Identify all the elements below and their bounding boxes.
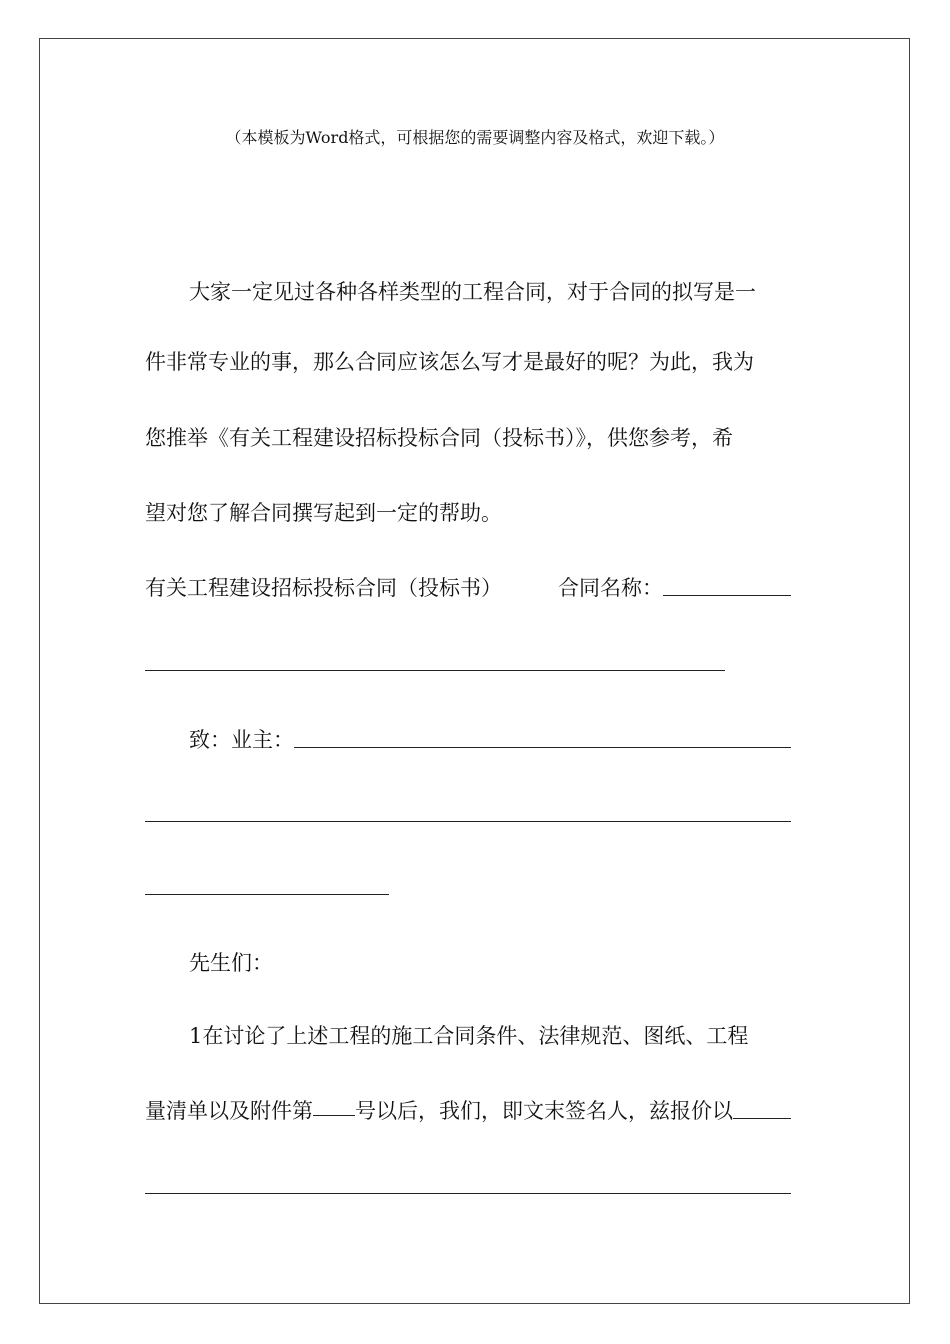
contract-name-blank-continued[interactable] xyxy=(145,670,725,671)
intro-line-4: 望对您了解合同撰写起到一定的帮助。 xyxy=(145,501,502,525)
clause-1-text-a: 量清单以及附件第 xyxy=(145,1099,313,1123)
contract-title: 有关工程建设招标投标合同（投标书） xyxy=(145,576,502,600)
addressee-label: 致：业主： xyxy=(189,728,294,752)
clause-1-text-b: 号以后，我们，即文末签名人，兹报价以 xyxy=(355,1099,733,1123)
title-gap xyxy=(502,574,558,602)
price-blank[interactable] xyxy=(733,1097,791,1119)
contract-title-row xyxy=(145,574,791,602)
salutation: 先生们： xyxy=(189,951,273,975)
clause-1-line-2 xyxy=(145,1097,791,1125)
contract-name-blank[interactable] xyxy=(663,574,791,596)
addressee-row xyxy=(145,726,791,754)
annex-number-blank[interactable] xyxy=(313,1097,355,1116)
template-notice: （本模板为Word格式，可根据您的需要调整内容及格式，欢迎下载。） xyxy=(225,128,725,147)
intro-line-1: 大家一定见过各种各样类型的工程合同，对于合同的拟写是一 xyxy=(189,280,756,304)
owner-blank-line-3[interactable] xyxy=(145,894,389,895)
intro-line-3: 您推举《有关工程建设招标投标合同（投标书）》，供您参考，希 xyxy=(145,426,733,450)
owner-blank[interactable] xyxy=(294,726,791,748)
owner-blank-line-2[interactable] xyxy=(145,821,791,822)
price-blank-continued[interactable] xyxy=(145,1193,791,1194)
contract-name-label: 合同名称： xyxy=(558,576,663,600)
clause-1-line-1: 1在讨论了上述工程的施工合同条件、法律规范、图纸、工程 xyxy=(189,1024,749,1048)
intro-line-2: 件非常专业的事，那么合同应该怎么写才是最好的呢？为此，我为 xyxy=(145,350,754,374)
